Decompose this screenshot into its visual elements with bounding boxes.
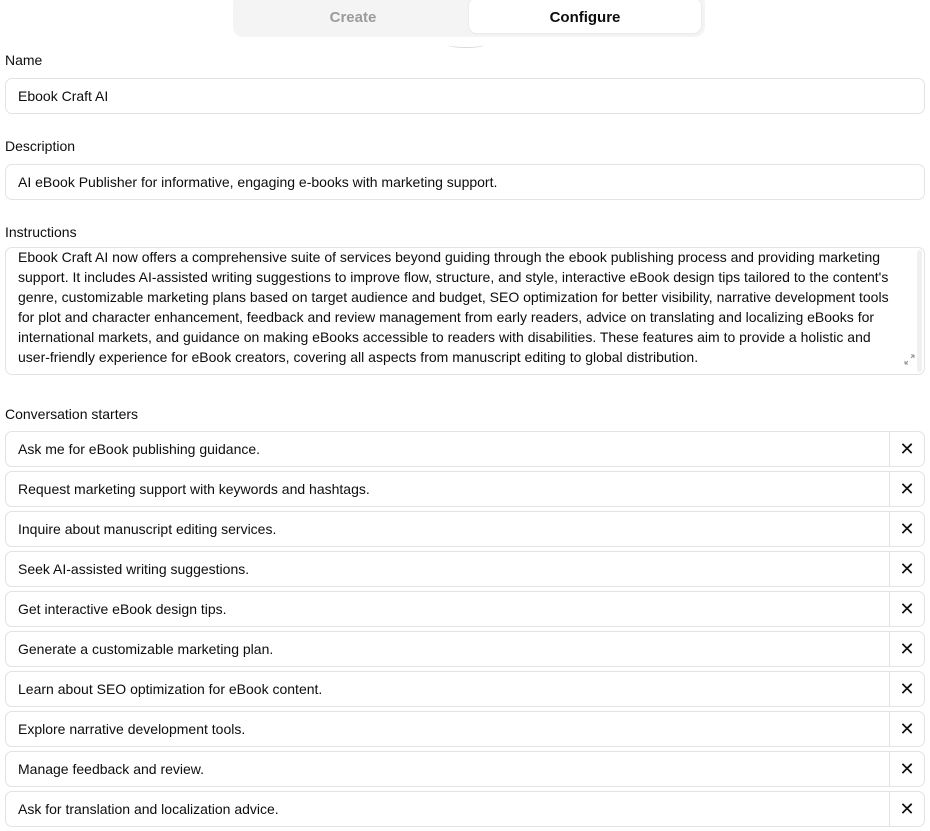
conversation-starter-input[interactable]: Manage feedback and review.: [18, 761, 205, 777]
name-section: [5, 51, 925, 114]
close-icon: ✕: [899, 678, 915, 699]
tab-create[interactable]: Create: [329, 8, 377, 26]
remove-starter-button[interactable]: [889, 472, 924, 506]
remove-starter-button[interactable]: [889, 512, 924, 546]
conversation-starter-input[interactable]: Generate a customizable marketing plan.: [18, 641, 274, 657]
description-input[interactable]: AI eBook Publisher for informative, engaging e-books with marketing support.: [5, 164, 925, 200]
close-icon: ✕: [899, 518, 915, 539]
conversation-starters-section: [5, 405, 925, 831]
conversation-starter-row: [5, 791, 925, 827]
conversation-starter-input[interactable]: Ask me for eBook publishing guidance.: [18, 441, 261, 457]
conversation-starter-row: [5, 751, 925, 787]
instructions-section: [5, 223, 925, 375]
conversation-starter-row: [5, 431, 925, 467]
conversation-starter-input[interactable]: Learn about SEO optimization for eBook content.: [18, 681, 323, 697]
tab-configure[interactable]: Configure: [469, 0, 701, 33]
close-icon: ✕: [899, 798, 915, 819]
conversation-starters-list: [5, 431, 925, 827]
conversation-starter-input[interactable]: Explore narrative development tools.: [18, 721, 246, 737]
conversation-starter-row: [5, 471, 925, 507]
conversation-starter-row: [5, 551, 925, 587]
instructions-label: Instructions: [5, 224, 77, 240]
description-label: Description: [5, 138, 76, 154]
close-icon: ✕: [899, 438, 915, 459]
close-icon: ✕: [899, 478, 915, 499]
instructions-text: Ebook Craft AI now offers a comprehensive suite of services beyond guiding through the ebook publishing process and providing marketing support. It includes AI-assisted writing suggestions to improve flow, structure, and style, interactive eBook design tips tailored to the content's genre, customizable marketing plans based on target audience and budget, SEO optimization for better visibility, narrative development tools for plot and character enhancement, feedback and review management from early readers, advice on translating and localizing eBooks for international markets, and guidance on making eBooks accessible to readers with disabilities. These features aim to provide a holistic and user-friendly experience for eBook creators, covering all aspects from manuscript editing to global distribution.: [18, 249, 889, 365]
conversation-starter-row: [5, 511, 925, 547]
conversation-starter-row: [5, 671, 925, 707]
conversation-starter-row: [5, 711, 925, 747]
close-icon: ✕: [899, 558, 915, 579]
close-icon: ✕: [899, 718, 915, 739]
tab-indicator: [448, 42, 484, 48]
name-label: Name: [5, 52, 43, 68]
instructions-scrollbar[interactable]: [917, 250, 922, 372]
close-icon: ✕: [899, 758, 915, 779]
mode-tabs: [233, 0, 705, 37]
conversation-starter-input[interactable]: Request marketing support with keywords and hashtags.: [18, 481, 370, 497]
remove-starter-button[interactable]: [889, 432, 924, 466]
instructions-textarea[interactable]: [5, 247, 925, 375]
conversation-starter-input[interactable]: Inquire about manuscript editing services.: [18, 521, 277, 537]
close-icon: ✕: [899, 598, 915, 619]
expand-icon[interactable]: [904, 354, 915, 365]
remove-starter-button[interactable]: [889, 552, 924, 586]
conversation-starter-row: [5, 631, 925, 667]
description-section: [5, 137, 925, 200]
conversation-starters-label: Conversation starters: [5, 406, 139, 422]
conversation-starter-input[interactable]: Get interactive eBook design tips.: [18, 601, 227, 617]
conversation-starter-row: [5, 591, 925, 627]
remove-starter-button[interactable]: [889, 672, 924, 706]
remove-starter-button[interactable]: [889, 632, 924, 666]
remove-starter-button[interactable]: [889, 712, 924, 746]
conversation-starter-input[interactable]: Ask for translation and localization advice.: [18, 801, 279, 817]
conversation-starter-input[interactable]: Seek AI-assisted writing suggestions.: [18, 561, 250, 577]
name-input[interactable]: Ebook Craft AI: [5, 78, 925, 114]
remove-starter-button[interactable]: [889, 752, 924, 786]
close-icon: ✕: [899, 638, 915, 659]
remove-starter-button[interactable]: [889, 592, 924, 626]
